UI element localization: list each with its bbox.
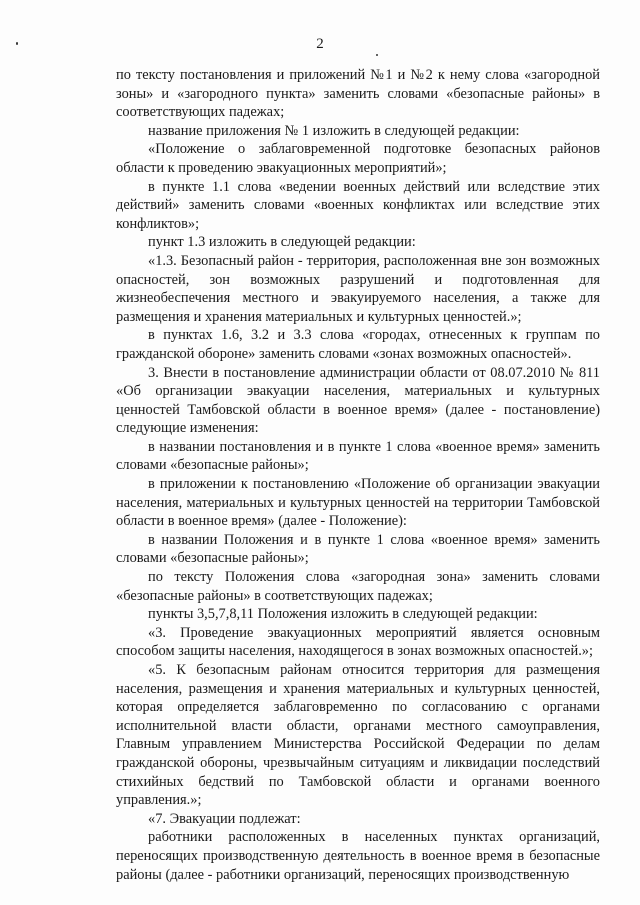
paragraph-4: в пункте 1.1 слова «ведении военных действий или вследствие этих действий» заменить словами «военных конфликтах или вследствие этих конфликтов»; — [116, 178, 600, 232]
paragraph-15: «5. К безопасным районам относится территория для размещения населения, размещения и хранения материальных и культурных ценностей, которая определяется заблаговременно по согласованию с органами исполнительной власти области, органами местного самоуправления, Главным управлением Министерства Российской Федерации по делам гражданской обороны, чрезвычайным ситуациям и ликвидации последствий стихийных бедствий по Тамбовской области и органами военного управления.»; — [116, 662, 600, 809]
paragraph-11: в названии Положения и в пункте 1 слова «военное время» заменить словами «безопасные районы»; — [116, 531, 600, 567]
scan-speck — [376, 54, 378, 56]
page-number: 2 — [316, 36, 324, 52]
paragraph-12: по тексту Положения слова «загородная зона» заменить словами «безопасные районы» в соответствующих падежах; — [116, 569, 600, 604]
paragraph-1: по тексту постановления и приложений №1 и №2 к нему слова «загородной зоны» и «загородного пункта» заменить словами «безопасные районы» в соответствующих падежах; — [116, 67, 600, 121]
paragraph-10: в приложении к постановлению «Положение об организации эвакуации населения, материальных и культурных ценностей на территории Тамбовской области в военное время» (далее - Положение): — [116, 476, 600, 530]
paragraph-6: «1.3. Безопасный район - территория, расположенная вне зон возможных опасностей, зон возможных разрушений и подготовленная для жизнеобеспечения местного и эвакуируемого населения, а также для размещения и хранения материальных и культурных ценностей.»; — [116, 252, 600, 325]
paragraph-9: в названии постановления и в пункте 1 слова «военное время» заменить словами «безопасные районы»; — [116, 438, 600, 474]
paragraph-14: «3. Проведение эвакуационных мероприятий является основным способом защиты населения, находящегося в зонах возможных опасностей.»; — [116, 624, 600, 660]
paragraph-7: в пунктах 1.6, 3.2 и 3.3 слова «городах, отнесенных к группам по гражданской обороне» заменить словами «зонах возможных опасностей». — [116, 327, 600, 362]
paragraph-17: работники расположенных в населенных пунктах организаций, переносящих производственную деятельность в военное время в безопасные районы (далее - работники организаций, переносящих производственную — [116, 829, 600, 883]
paragraph-16: «7. Эвакуации подлежат: — [148, 810, 301, 827]
paragraph-5: пункт 1.3 изложить в следующей редакции: — [148, 234, 416, 251]
paragraph-2: название приложения № 1 изложить в следующей редакции: — [148, 122, 520, 139]
paragraph-13: пункты 3,5,7,8,11 Положения изложить в следующей редакции: — [148, 606, 538, 623]
document-body — [116, 66, 600, 884]
paragraph-3: «Положение о заблаговременной подготовке безопасных районов области к проведению эвакуационных мероприятий»; — [116, 141, 600, 176]
paragraph-8: 3. Внести в постановление администрации области от 08.07.2010 № 811 «Об организации эвакуации населения, материальных и культурных ценностей Тамбовской области в военное время» (далее - постановление) следующие изменения: — [116, 364, 600, 437]
